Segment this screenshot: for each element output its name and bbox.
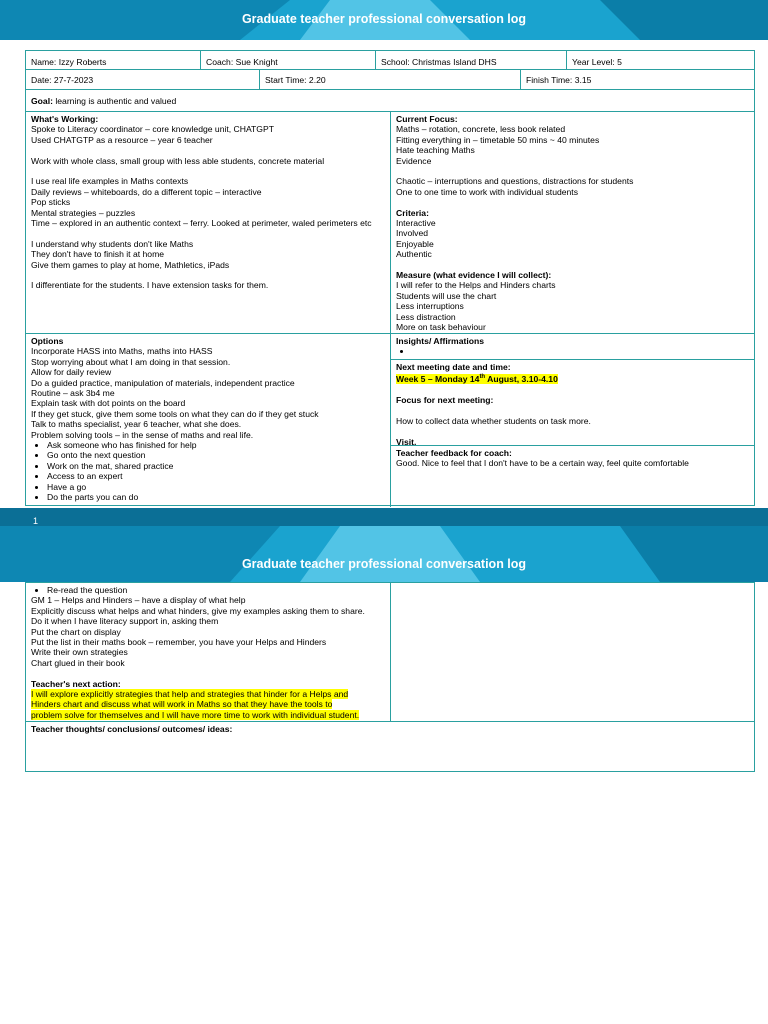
- working-line: Work with whole class, small group with less able students, concrete material: [31, 155, 325, 166]
- measure-item: I will refer to the Helps and Hinders charts: [396, 280, 556, 291]
- school-field: School: Christmas Island DHS: [381, 57, 497, 67]
- working-line: Spoke to Literacy coordinator – core knowledge unit, CHATGPT: [31, 124, 274, 135]
- working-line: Mental strategies – puzzles: [31, 207, 136, 218]
- thoughts-section: [26, 722, 755, 736]
- next-meeting-section: [391, 360, 755, 449]
- page-2-title: Graduate teacher professional conversation log: [241, 557, 527, 571]
- measure-item: Less interruptions: [396, 301, 464, 312]
- feedback-section: [391, 446, 755, 471]
- date-field: Date: 27-7-2023: [31, 75, 94, 85]
- feedback-heading: Teacher feedback for coach:: [396, 448, 512, 458]
- finish-time-field: Finish Time: 3.15: [526, 75, 592, 85]
- goal-field: [26, 94, 754, 108]
- list-item: • Ask someone who has finished for help: [47, 440, 385, 450]
- whats-working-heading: What's Working:: [31, 114, 99, 124]
- working-line: I understand why students don't like Maths: [31, 238, 194, 249]
- criteria-item: Involved: [396, 228, 429, 239]
- working-line: Pop sticks: [31, 197, 71, 208]
- list-item: [412, 346, 750, 356]
- focus-next-text: How to collect data whether students on task more.: [396, 415, 591, 426]
- insights-heading: Insights/ Affirmations: [396, 336, 485, 346]
- next-meeting-date: [396, 372, 750, 384]
- working-line: They don't have to finish it at home: [31, 249, 165, 260]
- list-item: • Have a go: [47, 482, 385, 492]
- week-text-end: August, 3.10-4.10: [485, 374, 558, 385]
- options-line: Routine – ask 3b4 me: [31, 388, 115, 399]
- criteria-item: Authentic: [396, 249, 432, 260]
- page-header-banner: [0, 0, 768, 40]
- action-line: Hinders chart and discuss what will work in Maths so that they have the tools to: [31, 699, 333, 710]
- next-action-text: [31, 689, 385, 720]
- options-line: Chart glued in their book: [31, 657, 125, 668]
- criteria-item: Enjoyable: [396, 238, 434, 249]
- options-line: If they get stuck, give them some tools on what they can do if they get stuck: [31, 408, 319, 419]
- page-2-header-banner: [0, 508, 768, 582]
- focus-next-heading: Focus for next meeting:: [396, 395, 494, 406]
- options-continued-list: [31, 585, 385, 595]
- working-line: I differentiate for the students. I have extension tasks for them.: [31, 280, 269, 291]
- year-level-field: Year Level: 5: [572, 57, 622, 67]
- action-line: I will explore explicitly strategies that help and strategies that hinder for a Helps and: [31, 689, 349, 700]
- start-time-field: Start Time: 2.20: [265, 75, 326, 85]
- options-heading: Options: [31, 336, 64, 346]
- options-line: Talk to maths specialist, year 6 teacher, what she does.: [31, 419, 242, 430]
- options-continued-section: [26, 583, 390, 722]
- next-meeting-heading: Next meeting date and time:: [396, 362, 511, 372]
- criteria-item: Interactive: [396, 218, 436, 229]
- list-item: • Do the parts you can do: [47, 492, 385, 502]
- working-line: Daily reviews – whiteboards, do a different topic – interactive: [31, 186, 262, 197]
- problem-solving-list: [31, 440, 385, 502]
- options-line: Write their own strategies: [31, 647, 128, 658]
- goal-text: learning is authentic and valued: [52, 96, 177, 106]
- feedback-text: Good. Nice to feel that I don't have to be a certain way, feel quite comfortable: [396, 458, 689, 469]
- criteria-heading: Criteria:: [396, 207, 429, 218]
- options-line: Explicitly discuss what helps and what hinders, give my examples asking them to share.: [31, 605, 365, 616]
- options-section: [26, 334, 390, 505]
- measure-item: Students will use the chart: [396, 290, 497, 301]
- options-line: Allow for daily review: [31, 367, 112, 378]
- working-line: Used CHATGTP as a resource – year 6 teacher: [31, 134, 213, 145]
- measure-item: Less distraction: [396, 311, 456, 322]
- measure-item: More on task behaviour: [396, 322, 486, 333]
- list-item: • Go onto the next question: [47, 450, 385, 460]
- options-line: Put the chart on display: [31, 626, 121, 637]
- working-line: Give them games to play at home, Mathletics, iPads: [31, 259, 230, 270]
- focus-line: One to one time to work with individual students: [396, 186, 578, 197]
- options-line: Explain task with dot points on the board: [31, 398, 186, 409]
- focus-line: Hate teaching Maths: [396, 145, 475, 156]
- next-action-heading: Teacher's next action:: [31, 678, 121, 689]
- week-text: Week 5 – Monday 14: [396, 374, 480, 385]
- working-line: I use real life examples in Maths contexts: [31, 176, 189, 187]
- working-line: Time – explored in an authentic context – ferry. Looked at perimeter, waled perimeters etc: [31, 218, 372, 229]
- conversation-log-table: [25, 50, 755, 506]
- week-sup: th: [479, 374, 486, 381]
- measure-heading: Measure (what evidence I will collect):: [396, 270, 552, 281]
- options-line: Do a guided practice, manipulation of materials, independent practice: [31, 377, 295, 388]
- list-item: • Work on the mat, shared practice: [47, 461, 385, 471]
- list-item: • Re-read the question: [47, 585, 385, 595]
- action-line: problem solve for themselves and I will have more time to work with individual student.: [31, 709, 360, 720]
- options-line: Incorporate HASS into Maths, maths into HASS: [31, 346, 213, 357]
- current-focus-heading: Current Focus:: [396, 114, 458, 124]
- options-line: Problem solving tools – in the sense of maths and real life.: [31, 429, 254, 440]
- current-focus-section: [391, 112, 755, 334]
- focus-line: Maths – rotation, concrete, less book related: [396, 124, 566, 135]
- visit-label: Visit.: [396, 436, 417, 447]
- list-item: • Access to an expert: [47, 471, 385, 481]
- coach-field: Coach: Sue Knight: [206, 57, 278, 67]
- conversation-log-table-continued: [25, 582, 755, 772]
- options-line: GM 1 – Helps and Hinders – have a display of what help: [31, 595, 246, 606]
- focus-line: Fitting everything in – timetable 50 mins ~ 40 minutes: [396, 134, 600, 145]
- whats-working-section: [26, 112, 390, 293]
- options-line: Do it when I have literacy support in, asking them: [31, 616, 219, 627]
- insights-list: [396, 346, 750, 356]
- name-field: Name: Izzy Roberts: [31, 57, 107, 67]
- insights-section: [391, 334, 755, 359]
- options-line: Stop worrying about what I am doing in that session.: [31, 356, 231, 367]
- focus-line: Chaotic – interruptions and questions, distractions for students: [396, 176, 634, 187]
- page-number: 1: [33, 516, 39, 526]
- thoughts-heading: Teacher thoughts/ conclusions/ outcomes/ ideas:: [31, 724, 233, 734]
- options-line: Put the list in their maths book – remember, you have your Helps and Hinders: [31, 637, 327, 648]
- focus-line: Evidence: [396, 155, 432, 166]
- page-title: Graduate teacher professional conversation log: [241, 12, 527, 26]
- goal-label: Goal:: [31, 96, 53, 106]
